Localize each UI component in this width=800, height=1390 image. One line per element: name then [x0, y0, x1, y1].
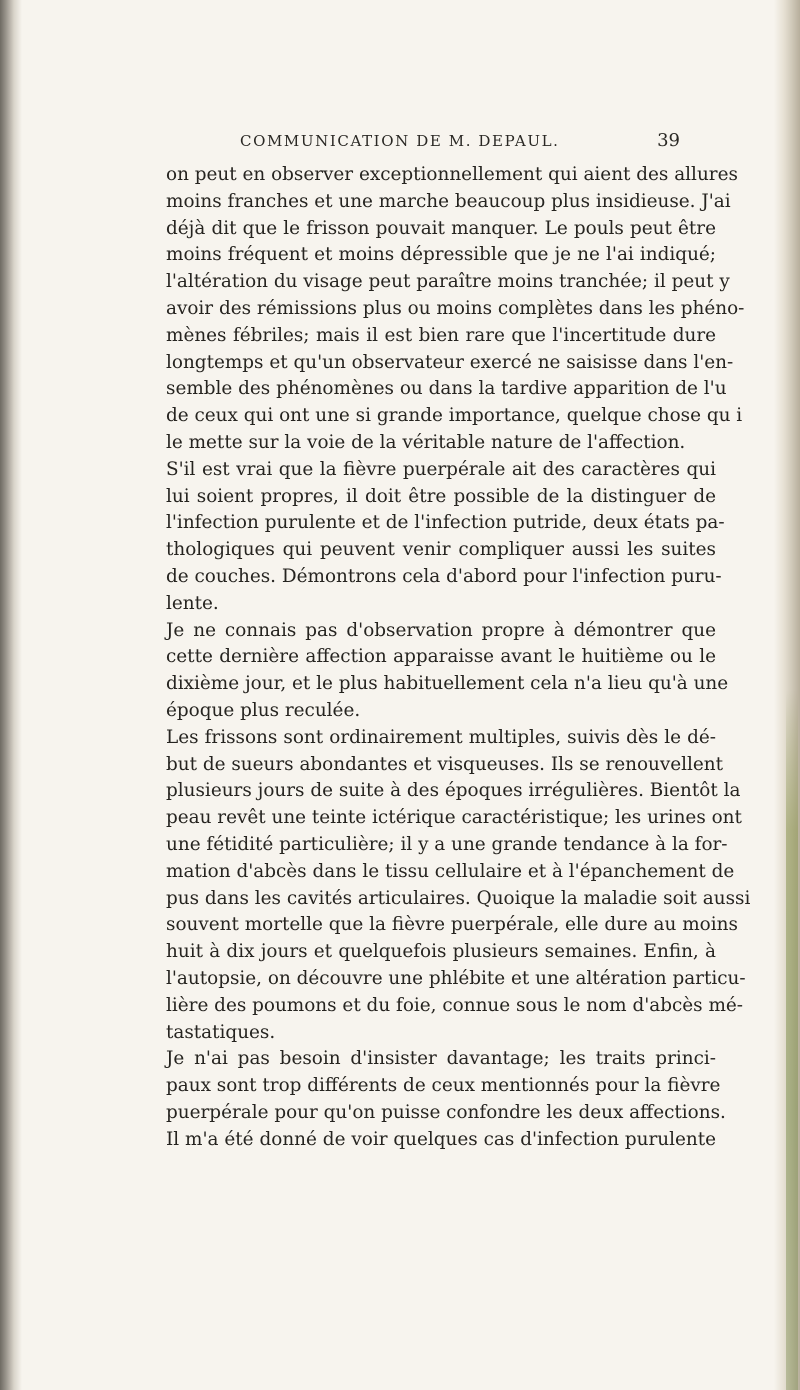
text-line: Les frissons sont ordinairement multiples, suivis dès le dé- [166, 726, 716, 748]
text-line: lente. [166, 592, 219, 614]
text-line: mation d'abcès dans le tissu cellulaire et à l'épanchement de [166, 860, 735, 882]
text-line: peau revêt une teinte ictérique caractéristique; les urines ont [166, 807, 742, 829]
text-line: Je ne connais pas d'observation propre à démontrer que [166, 619, 716, 641]
text-line: mènes fébriles; mais il est bien rare que l'incertitude dure [166, 324, 716, 346]
text-line: époque plus reculée. [166, 699, 361, 721]
text-line: lière des poumons et du foie, connue sous le nom d'abcès mé- [166, 994, 744, 1016]
text-line: paux sont trop différents de ceux mentionnés pour la fièvre [166, 1075, 721, 1097]
text-line: dixième jour, et le plus habituellement cela n'a lieu qu'à une [166, 673, 729, 695]
text-line: lui soient propres, il doit être possible de la distinguer de [166, 485, 716, 507]
text-line: S'il est vrai que la fièvre puerpérale ait des caractères qui [166, 458, 716, 480]
text-line: longtemps et qu'un observateur exercé ne saisisse dans l'en- [166, 351, 734, 373]
text-line: moins fréquent et moins dépressible que je ne l'ai indiqué; [166, 244, 716, 266]
text-line: semble des phénomènes ou dans la tardive apparition de l'u [166, 378, 727, 400]
body-text [166, 162, 751, 1153]
binding-gutter [0, 0, 22, 1390]
text-line: puerpérale pour qu'on puisse confondre les deux affections. [166, 1101, 726, 1123]
text-line: une fétidité particulière; il y a une grande tendance à la for- [166, 833, 728, 855]
text-line: l'autopsie, on découvre une phlébite et une altération particu- [166, 967, 746, 989]
page-number: 39 [657, 130, 680, 151]
text-line: Il m'a été donné de voir quelques cas d'infection purulente [166, 1128, 716, 1150]
text-line: on peut en observer exceptionnellement qui aient des allures [166, 164, 738, 185]
text-line: cette dernière affection apparaisse avant le huitième ou le [166, 646, 716, 668]
text-line: but de sueurs abondantes et visqueuses. Ils se renouvellent [166, 753, 724, 775]
running-head: COMMUNICATION DE M. DEPAUL. [240, 132, 560, 150]
text-line: tastatiques. [166, 1021, 276, 1043]
text-line: pus dans les cavités articulaires. Quoique la maladie soit aussi [166, 887, 751, 909]
text-line: avoir des rémissions plus ou moins complètes dans les phéno- [166, 297, 745, 319]
text-line: plusieurs jours de suite à des époques irrégulières. Bientôt la [166, 780, 741, 802]
text-line: de ceux qui ont une si grande importance, quelque chose qu i [166, 405, 743, 427]
text-line: de couches. Démontrons cela d'abord pour l'infection puru- [166, 565, 722, 587]
text-line: déjà dit que le frisson pouvait manquer. Le pouls peut être [166, 217, 716, 239]
page-header [240, 132, 680, 156]
text-line: l'infection purulente et de l'infection putride, deux états pa- [166, 512, 725, 534]
text-line: moins franches et une marche beaucoup plus insidieuse. J'ai [166, 190, 731, 212]
edge-stain [786, 690, 798, 1390]
text-line: le mette sur la voie de la véritable nature de l'affection. [166, 431, 686, 453]
text-line: thologiques qui peuvent venir compliquer aussi les suites [166, 539, 716, 561]
text-line: Je n'ai pas besoin d'insister davantage; les traits princi- [166, 1048, 716, 1070]
text-line: l'altération du visage peut paraître moins tranchée; il peut y [166, 271, 730, 293]
text-line: souvent mortelle que la fièvre puerpérale, elle dure au moins [166, 914, 738, 936]
text-line: huit à dix jours et quelquefois plusieurs semaines. Enfin, à [166, 941, 716, 963]
